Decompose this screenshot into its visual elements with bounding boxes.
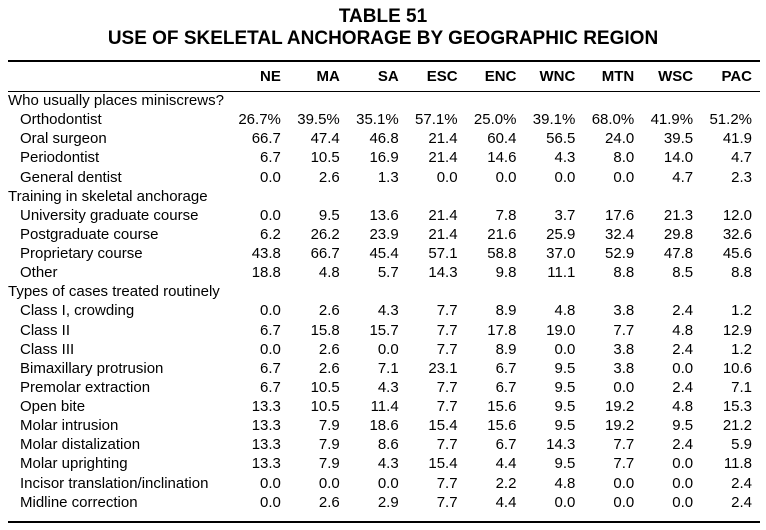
cell-enc: 2.2 xyxy=(495,474,517,492)
row-label: Class I, crowding xyxy=(20,302,135,320)
cell-wsc: 29.8 xyxy=(663,225,694,243)
cell-ma: 2.6 xyxy=(318,168,340,186)
table-body xyxy=(8,91,760,512)
cell-esc: 21.4 xyxy=(428,225,458,243)
table-row xyxy=(8,435,760,454)
cell-wsc: 0.0 xyxy=(672,455,694,473)
cell-ma: 2.6 xyxy=(318,493,340,511)
cell-ma: 7.9 xyxy=(318,436,340,454)
cell-wsc: 2.4 xyxy=(672,436,694,454)
section-heading: Who usually places miniscrews? xyxy=(8,92,224,110)
cell-wsc: 0.0 xyxy=(672,359,694,377)
column-header-enc: ENC xyxy=(484,68,517,85)
table-row xyxy=(8,148,760,167)
table-row xyxy=(8,454,760,473)
cell-sa: 11.4 xyxy=(370,398,399,416)
cell-ma: 2.6 xyxy=(318,302,340,320)
cell-wsc: 4.7 xyxy=(672,168,694,186)
cell-ma: 15.8 xyxy=(310,321,340,339)
cell-wnc: 39.1% xyxy=(532,111,576,129)
cell-ne: 6.7 xyxy=(260,149,281,167)
section-heading: Training in skeletal anchorage xyxy=(8,187,208,205)
cell-ma: 26.2 xyxy=(310,225,340,243)
cell-wsc: 4.8 xyxy=(672,321,694,339)
cell-sa: 4.3 xyxy=(377,455,399,473)
cell-esc: 15.4 xyxy=(428,417,458,435)
column-header-pac: PAC xyxy=(721,68,753,85)
cell-enc: 9.8 xyxy=(495,264,517,282)
cell-wnc: 37.0 xyxy=(546,245,576,263)
row-label: Proprietary course xyxy=(20,245,143,263)
cell-esc: 23.1 xyxy=(428,359,458,377)
cell-ne: 18.8 xyxy=(251,264,281,282)
cell-sa: 0.0 xyxy=(377,340,399,358)
cell-enc: 8.9 xyxy=(495,340,517,358)
cell-pac: 1.2 xyxy=(731,340,753,358)
table-row xyxy=(8,378,760,397)
column-header-ne: NE xyxy=(260,68,281,85)
cell-enc: 15.6 xyxy=(487,417,517,435)
cell-ma: 39.5% xyxy=(297,111,340,129)
table-row xyxy=(8,129,760,148)
cell-mtn: 52.9 xyxy=(605,245,635,263)
cell-pac: 2.3 xyxy=(731,168,753,186)
cell-ne: 0.0 xyxy=(260,474,281,492)
cell-esc: 7.7 xyxy=(436,474,458,492)
cell-sa: 16.9 xyxy=(369,149,399,167)
cell-ne: 26.7% xyxy=(238,111,281,129)
section-heading: Types of cases treated routinely xyxy=(8,283,220,301)
cell-ne: 0.0 xyxy=(260,340,281,358)
cell-sa: 8.6 xyxy=(377,436,399,454)
row-label: Midline correction xyxy=(20,493,138,511)
cell-enc: 58.8 xyxy=(487,245,517,263)
cell-wsc: 0.0 xyxy=(672,493,694,511)
cell-mtn: 17.6 xyxy=(605,206,635,224)
cell-wnc: 14.3 xyxy=(546,436,576,454)
cell-enc: 21.6 xyxy=(487,225,517,243)
cell-esc: 7.7 xyxy=(436,436,458,454)
cell-pac: 41.9 xyxy=(722,130,753,148)
cell-sa: 4.3 xyxy=(377,302,399,320)
cell-esc: 57.1 xyxy=(428,245,458,263)
cell-esc: 7.7 xyxy=(436,340,458,358)
cell-wsc: 47.8 xyxy=(663,245,694,263)
cell-esc: 15.4 xyxy=(428,455,458,473)
table-row xyxy=(8,301,760,320)
cell-pac: 12.0 xyxy=(722,206,753,224)
cell-ne: 6.7 xyxy=(260,321,281,339)
cell-ne: 0.0 xyxy=(260,206,281,224)
cell-esc: 7.7 xyxy=(436,321,458,339)
cell-ma: 0.0 xyxy=(318,474,340,492)
cell-ne: 13.3 xyxy=(251,398,281,416)
cell-mtn: 68.0% xyxy=(591,111,635,129)
cell-enc: 15.6 xyxy=(487,398,517,416)
cell-ma: 2.6 xyxy=(318,359,340,377)
cell-wnc: 9.5 xyxy=(554,398,576,416)
row-label: Oral surgeon xyxy=(20,130,107,148)
cell-enc: 0.0 xyxy=(495,168,517,186)
cell-esc: 7.7 xyxy=(436,378,458,396)
cell-esc: 7.7 xyxy=(436,302,458,320)
table-row xyxy=(8,225,760,244)
cell-esc: 21.4 xyxy=(428,206,458,224)
cell-esc: 0.0 xyxy=(436,168,458,186)
table-row xyxy=(8,340,760,359)
cell-sa: 15.7 xyxy=(369,321,399,339)
cell-sa: 46.8 xyxy=(369,130,399,148)
cell-pac: 32.6 xyxy=(722,225,753,243)
cell-enc: 8.9 xyxy=(495,302,517,320)
column-header-wnc: WNC xyxy=(539,68,576,85)
cell-sa: 45.4 xyxy=(369,245,399,263)
cell-sa: 7.1 xyxy=(377,359,399,377)
row-label: Molar intrusion xyxy=(20,417,119,435)
cell-ne: 66.7 xyxy=(251,130,281,148)
cell-ne: 6.2 xyxy=(260,225,281,243)
cell-ma: 7.9 xyxy=(318,417,340,435)
cell-mtn: 0.0 xyxy=(613,493,635,511)
table-row xyxy=(8,493,760,512)
stub-header xyxy=(8,62,230,91)
cell-enc: 6.7 xyxy=(495,436,517,454)
cell-wsc: 2.4 xyxy=(672,340,694,358)
row-label: University graduate course xyxy=(20,206,199,224)
cell-pac: 12.9 xyxy=(722,321,753,339)
section-heading-row xyxy=(8,187,760,206)
table-row xyxy=(8,397,760,416)
row-label: Orthodontist xyxy=(20,111,102,129)
cell-pac: 21.2 xyxy=(722,417,753,435)
cell-sa: 18.6 xyxy=(369,417,399,435)
cell-ne: 13.3 xyxy=(251,455,281,473)
row-label: Incisor translation/inclination xyxy=(20,474,209,492)
table-row xyxy=(8,416,760,435)
cell-mtn: 0.0 xyxy=(613,474,635,492)
cell-wsc: 39.5 xyxy=(663,130,694,148)
cell-pac: 10.6 xyxy=(722,359,753,377)
cell-wnc: 9.5 xyxy=(554,455,576,473)
cell-wsc: 2.4 xyxy=(672,302,694,320)
row-label: Periodontist xyxy=(20,149,100,167)
cell-wsc: 2.4 xyxy=(672,378,694,396)
cell-enc: 7.8 xyxy=(495,206,517,224)
cell-mtn: 32.4 xyxy=(605,225,635,243)
column-header-wsc: WSC xyxy=(658,68,694,85)
cell-ne: 6.7 xyxy=(260,359,281,377)
table-row xyxy=(8,359,760,378)
cell-wnc: 9.5 xyxy=(554,378,576,396)
cell-enc: 14.6 xyxy=(487,149,517,167)
cell-wsc: 4.8 xyxy=(672,398,694,416)
section-heading-row xyxy=(8,282,760,301)
cell-esc: 7.7 xyxy=(436,398,458,416)
table-number: TABLE 51 xyxy=(338,6,428,27)
cell-enc: 4.4 xyxy=(495,493,517,511)
cell-pac: 45.6 xyxy=(722,245,753,263)
column-header-esc: ESC xyxy=(426,68,458,85)
cell-esc: 21.4 xyxy=(428,130,458,148)
cell-pac: 2.4 xyxy=(731,493,753,511)
cell-wnc: 9.5 xyxy=(554,359,576,377)
cell-ma: 10.5 xyxy=(310,149,340,167)
cell-wnc: 3.7 xyxy=(554,206,576,224)
cell-wsc: 41.9% xyxy=(650,111,694,129)
cell-wsc: 8.5 xyxy=(672,264,694,282)
cell-pac: 4.7 xyxy=(731,149,753,167)
cell-mtn: 19.2 xyxy=(605,417,635,435)
cell-mtn: 3.8 xyxy=(613,302,635,320)
table-row xyxy=(8,110,760,129)
cell-ma: 7.9 xyxy=(318,455,340,473)
cell-pac: 5.9 xyxy=(731,436,753,454)
cell-wnc: 4.8 xyxy=(554,474,576,492)
cell-wnc: 56.5 xyxy=(546,130,576,148)
cell-ne: 6.7 xyxy=(260,378,281,396)
row-label: Class II xyxy=(20,321,71,339)
cell-wsc: 14.0 xyxy=(663,149,694,167)
cell-wnc: 0.0 xyxy=(554,493,576,511)
data-table xyxy=(8,62,760,512)
cell-wnc: 0.0 xyxy=(554,168,576,186)
cell-ne: 43.8 xyxy=(251,245,281,263)
cell-enc: 6.7 xyxy=(495,378,517,396)
cell-wsc: 21.3 xyxy=(663,206,694,224)
cell-enc: 17.8 xyxy=(487,321,517,339)
cell-mtn: 0.0 xyxy=(613,168,635,186)
cell-sa: 2.9 xyxy=(377,493,399,511)
cell-pac: 2.4 xyxy=(731,474,753,492)
cell-sa: 0.0 xyxy=(377,474,399,492)
cell-ne: 0.0 xyxy=(260,302,281,320)
cell-pac: 11.8 xyxy=(723,455,753,473)
row-label: General dentist xyxy=(20,168,122,186)
table-row xyxy=(8,206,760,225)
cell-mtn: 24.0 xyxy=(605,130,635,148)
row-label: Open bite xyxy=(20,398,86,416)
column-header-sa: SA xyxy=(377,68,399,85)
cell-ne: 13.3 xyxy=(251,417,281,435)
cell-sa: 1.3 xyxy=(377,168,399,186)
table-title: USE OF SKELETAL ANCHORAGE BY GEOGRAPHIC REGION xyxy=(107,28,659,49)
table-row xyxy=(8,321,760,340)
cell-ne: 0.0 xyxy=(260,493,281,511)
row-label: Other xyxy=(20,264,58,282)
cell-ne: 0.0 xyxy=(260,168,281,186)
bottom-rule xyxy=(8,521,760,523)
table-row xyxy=(8,168,760,187)
cell-ma: 47.4 xyxy=(310,130,340,148)
cell-wnc: 25.9 xyxy=(546,225,576,243)
cell-pac: 15.3 xyxy=(722,398,753,416)
table-row xyxy=(8,474,760,493)
cell-mtn: 7.7 xyxy=(613,321,635,339)
cell-mtn: 0.0 xyxy=(613,378,635,396)
cell-mtn: 7.7 xyxy=(613,436,635,454)
table-row xyxy=(8,244,760,263)
cell-esc: 7.7 xyxy=(436,493,458,511)
header-row xyxy=(8,62,760,91)
cell-ma: 66.7 xyxy=(310,245,340,263)
table-row xyxy=(8,263,760,282)
cell-ma: 9.5 xyxy=(318,206,340,224)
cell-wsc: 9.5 xyxy=(672,417,694,435)
cell-enc: 25.0% xyxy=(473,111,517,129)
row-label: Class III xyxy=(20,340,75,358)
cell-sa: 13.6 xyxy=(369,206,399,224)
cell-wnc: 9.5 xyxy=(554,417,576,435)
section-heading-row xyxy=(8,91,760,110)
cell-wnc: 4.8 xyxy=(554,302,576,320)
cell-mtn: 3.8 xyxy=(613,340,635,358)
cell-ma: 2.6 xyxy=(318,340,340,358)
cell-ma: 4.8 xyxy=(318,264,340,282)
cell-wnc: 4.3 xyxy=(554,149,576,167)
row-label: Postgraduate course xyxy=(20,225,159,243)
cell-ma: 10.5 xyxy=(310,378,340,396)
cell-mtn: 19.2 xyxy=(605,398,635,416)
cell-esc: 21.4 xyxy=(428,149,458,167)
cell-enc: 60.4 xyxy=(487,130,517,148)
cell-wnc: 19.0 xyxy=(546,321,576,339)
cell-enc: 4.4 xyxy=(495,455,517,473)
cell-wnc: 0.0 xyxy=(554,340,576,358)
cell-pac: 51.2% xyxy=(709,111,753,129)
row-label: Molar uprighting xyxy=(20,455,128,473)
cell-wnc: 11.1 xyxy=(547,264,576,282)
cell-wsc: 0.0 xyxy=(672,474,694,492)
column-header-mtn: MTN xyxy=(601,68,635,85)
cell-sa: 5.7 xyxy=(377,264,399,282)
cell-mtn: 3.8 xyxy=(613,359,635,377)
row-label: Molar distalization xyxy=(20,436,141,454)
cell-pac: 1.2 xyxy=(731,302,753,320)
cell-pac: 7.1 xyxy=(731,378,753,396)
cell-esc: 14.3 xyxy=(428,264,458,282)
cell-mtn: 8.8 xyxy=(613,264,635,282)
row-label: Bimaxillary protrusion xyxy=(20,359,164,377)
row-label: Premolar extraction xyxy=(20,378,151,396)
cell-ma: 10.5 xyxy=(310,398,340,416)
cell-sa: 23.9 xyxy=(369,225,399,243)
cell-sa: 35.1% xyxy=(356,111,399,129)
cell-mtn: 7.7 xyxy=(613,455,635,473)
cell-enc: 6.7 xyxy=(495,359,517,377)
cell-pac: 8.8 xyxy=(731,264,753,282)
cell-mtn: 8.0 xyxy=(613,149,635,167)
column-header-ma: MA xyxy=(316,68,340,85)
cell-esc: 57.1% xyxy=(415,111,458,129)
cell-sa: 4.3 xyxy=(377,378,399,396)
cell-ne: 13.3 xyxy=(251,436,281,454)
